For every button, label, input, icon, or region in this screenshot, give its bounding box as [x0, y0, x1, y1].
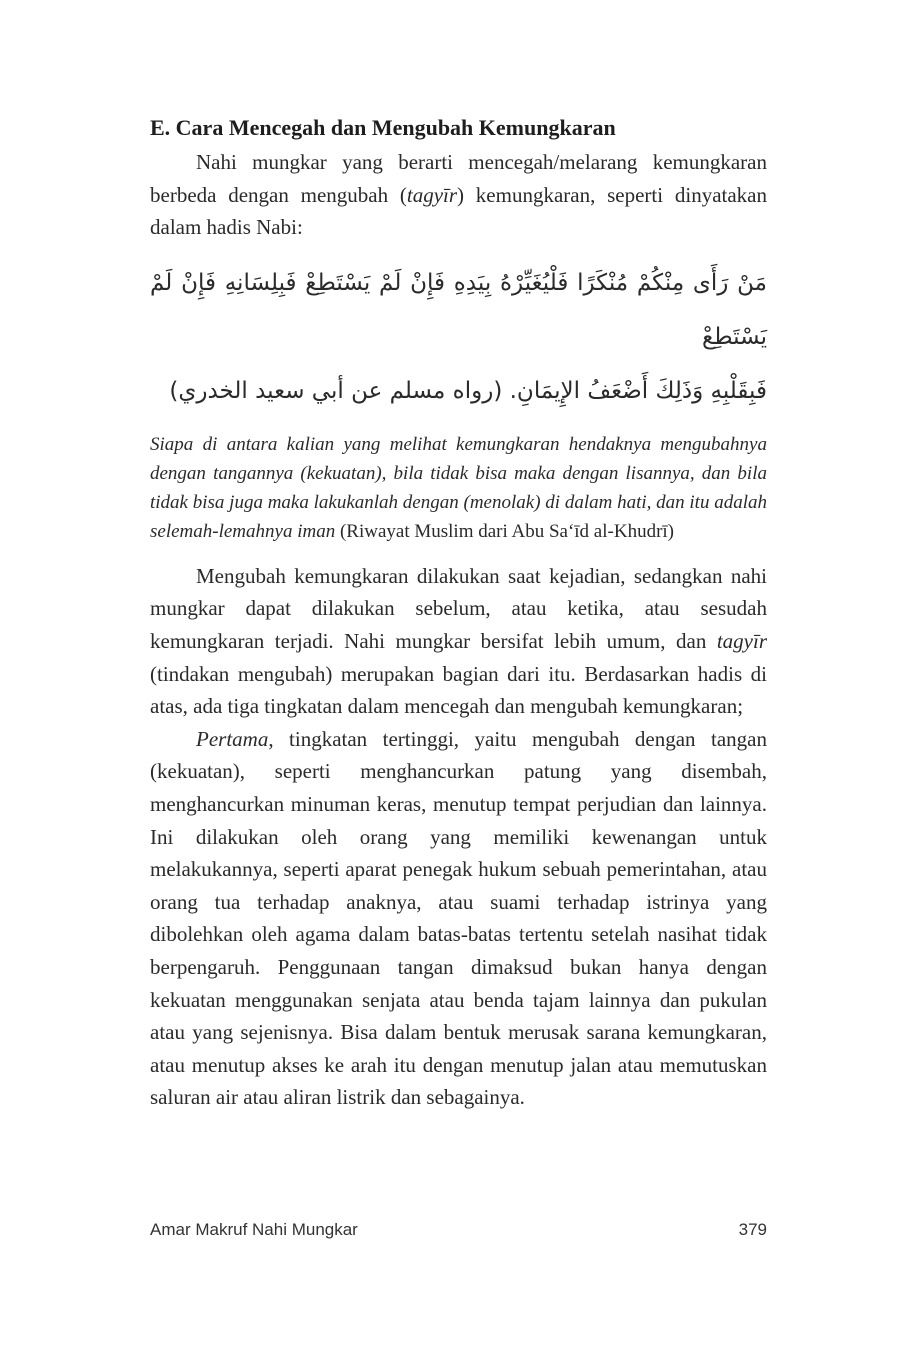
hadith-translation [150, 430, 767, 546]
para3-term-pertama: Pertama [196, 726, 269, 751]
hadith-arabic [150, 256, 767, 418]
page-body [150, 112, 767, 1114]
intro-text-start: Nahi mungkar yang berarti mencegah/melarang kemungkaran berbeda dengan mengubah ( [150, 150, 767, 207]
intro-term-tagyir: tagyīr [406, 182, 458, 207]
paragraph-pertama [150, 723, 767, 1114]
hadith-arabic-line-2: فَبِقَلْبِهِ وَذَلِكَ أَضْعَفُ الإِيمَانِ. (رواه مسلم عن أبي سعيد الخدري) [169, 377, 767, 404]
translation-italic: Siapa di antara kalian yang melihat kemungkaran hendaknya mengubahnya dengan tangannya (kekuatan), bila tidak bisa maka dengan lisannya, dan bila tidak bisa juga maka lakukanlah dengan (menolak) di dalam hati, dan itu adalah selemah-lemahnya iman [150, 433, 767, 542]
hadith-arabic-line-1: مَنْ رَأَى مِنْكُمْ مُنْكَرًا فَلْيُغَيِّرْهُ بِيَدِهِ فَإِنْ لَمْ يَسْتَطِعْ فَبِلِسَانِهِ فَإِنْ لَمْ يَسْتَطِعْ [150, 269, 767, 350]
para2-text-end: (tindakan mengubah) merupakan bagian dari itu. Berdasarkan hadis di atas, ada tiga tingkatan dalam mencegah dan mengubah kemungkaran; [150, 661, 767, 719]
para2-text-start: Mengubah kemungkaran dilakukan saat kejadian, sedangkan nahi mungkar dapat dilakukan sebelum, atau ketika, atau sesudah kemungkaran terjadi. Nahi mungkar bersifat lebih umum, dan [150, 563, 767, 653]
section-heading: E. Cara Mencegah dan Mengubah Kemungkaran [150, 115, 616, 140]
intro-text-end: ) kemungkaran, seperti dinyatakan dalam hadis Nabi: [150, 182, 767, 240]
para3-text: , tingkatan tertinggi, yaitu mengubah dengan tangan (kekuatan), seperti menghancurkan patung yang disembah, menghancurkan minuman keras, menutup tempat perjudian dan lainnya. Ini dilakukan oleh orang yang memiliki kewenangan untuk melakukannya, seperti aparat penegak hukum sebuah pemerintahan, atau orang tua terhadap anaknya, atau suami terhadap istrinya yang dibolehkan oleh agama dalam batas-batas tertentu setelah nasihat tidak berpengaruh. Penggunaan tangan dimaksud bukan hanya dengan kekuatan menggunakan senjata atau benda tajam lainnya dan pukulan atau yang sejenisnya. Bisa dalam bentuk merusak sarana kemungkaran, atau menutup akses ke arah itu dengan menutup jalan atau memutuskan saluran air atau aliran listrik dan sebagainya. [150, 726, 767, 1110]
page-footer [150, 1220, 767, 1240]
footer-book-title: Amar Makruf Nahi Mungkar [150, 1220, 358, 1239]
intro-paragraph [150, 146, 767, 244]
para2-term-tagyir: tagyīr [716, 628, 767, 653]
translation-source: (Riwayat Muslim dari Abu Saʻīd al-Khudrī) [335, 520, 674, 542]
footer-page-number: 379 [738, 1220, 767, 1239]
paragraph-mengubah [150, 560, 767, 723]
